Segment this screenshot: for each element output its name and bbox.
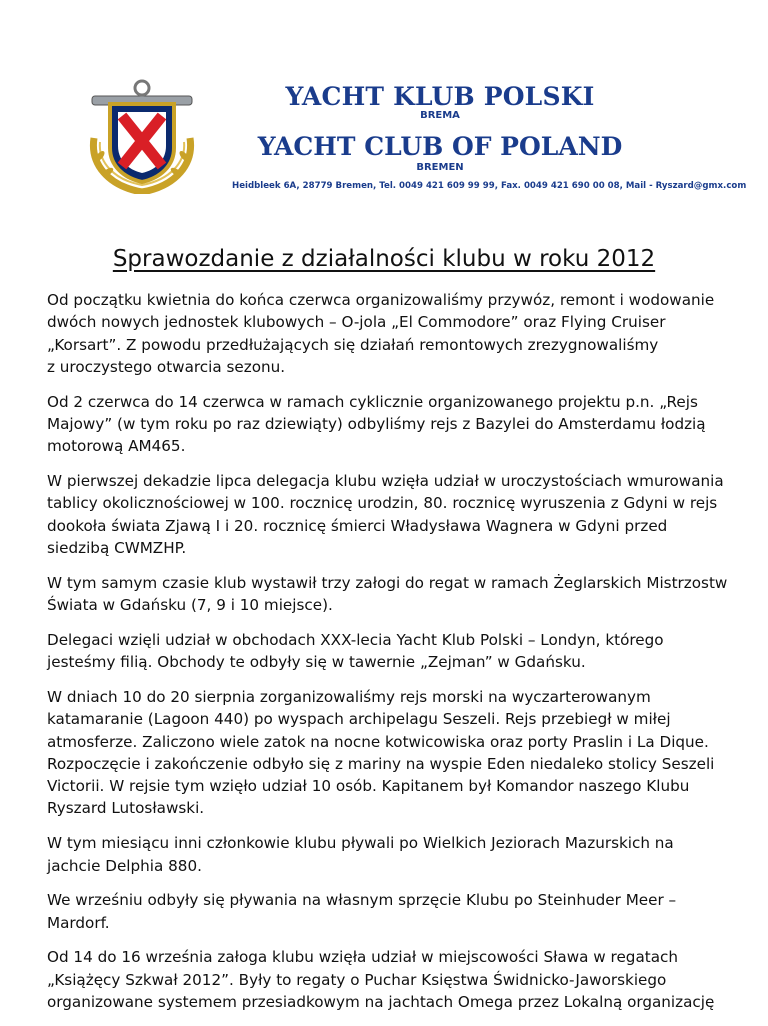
paragraph-line: „Książęcy Szkwał 2012”. Były to regaty o Puchar Księstwa Świdnicko-Jaworskiego (47, 970, 667, 989)
paragraph-line: Od 14 do 16 września załoga klubu wzięła udział w miejscowości Sława w regatach (47, 948, 678, 967)
paragraph-line: Od 2 czerwca do 14 czerwca w ramach cyklicznie organizowanego projektu p.n. „Rejs (47, 392, 698, 411)
paragraph-line: dwóch nowych jednostek klubowych – O-jola „El Commodore” oraz Flying Cruiser (47, 313, 666, 332)
document-title: Sprawozdanie z działalności klubu w roku 2012 (112, 246, 656, 272)
paragraph-line: tablicy okolicznościowej w 100. rocznicę urodzin, 80. rocznicę wyruszenia z Gdyni w rejs (47, 494, 718, 513)
paragraph-line: motorową AM465. (47, 437, 186, 456)
paragraph (47, 832, 727, 877)
paragraph-line: atmosferze. Zaliczono wiele zatok na nocne kotwicowiska oraz porty Praslin i La Dique. (47, 732, 709, 751)
paragraph-line: We wrześniu odbyły się pływania na własnym sprzęcie Klubu po Steinhuder Meer – (47, 891, 677, 910)
paragraph-line: Świata w Gdańsku (7, 9 i 10 miejsce). (47, 596, 333, 615)
paragraph-line: Od początku kwietnia do końca czerwca organizowaliśmy przywóz, remont i wodowanie (47, 291, 715, 309)
club-name-polish: YACHT KLUB POLSKI (285, 82, 595, 111)
paragraph (47, 391, 727, 458)
paragraph-line: Majowy” (w tym roku po raz dziewiąty) odbyliśmy rejs z Bazylei do Amsterdamu łodzią (47, 414, 706, 433)
paragraph-line: jachcie Delphia 880. (47, 856, 202, 875)
paragraph-line: „Korsart”. Z powodu przedłużających się działań remontowych zrezygnowaliśmy (47, 335, 659, 354)
paragraph-line: dookoła świata Zjawą I i 20. rocznicę śmierci Władysława Wagnera w Gdyni przed (47, 516, 668, 535)
contact-line: Heidbleek 6A, 28779 Bremen, Tel. 0049 421 609 99 99, Fax. 0049 421 690 00 08, Mail - Ryszard@gmx.com (232, 181, 747, 191)
paragraph (47, 572, 727, 617)
paragraph-line: z uroczystego otwarcia sezonu. (47, 357, 286, 376)
paragraph (47, 289, 727, 378)
paragraph-line: Ryszard Lutosławski. (47, 799, 205, 818)
document-body (47, 289, 727, 1026)
paragraph (47, 946, 727, 1013)
paragraph-line: organizowane systemem przesiadkowym na jachtach Omega przez Lokalną organizację (47, 993, 715, 1012)
paragraph-line: Rozpoczęcie i zakończenie odbyło się z mariny na wyspie Eden niedaleko stolicy Seszeli (47, 754, 715, 773)
paragraph-line: katamaranie (Lagoon 440) po wyspach archipelagu Seszeli. Rejs przebiegł w miłej (47, 710, 671, 729)
paragraph-line: W pierwszej dekadzie lipca delegacja klubu wzięła udział w uroczystościach wmurowania (47, 472, 724, 491)
paragraph (47, 629, 727, 674)
paragraph (47, 686, 727, 820)
paragraph-line: Delegaci wzięli udział w obchodach XXX-lecia Yacht Klub Polski – Londyn, którego (47, 630, 664, 649)
letterhead (68, 60, 747, 200)
paragraph-line: Victorii. W rejsie tym wzięło udział 10 osób. Kapitanem był Komandor naszego Klubu (47, 777, 690, 796)
paragraph-line: W tym samym czasie klub wystawił trzy załogi do regat w ramach Żeglarskich Mistrzostw (47, 573, 728, 592)
paragraph-line: W dniach 10 do 20 sierpnia zorganizowaliśmy rejs morski na wyczarterowanym (47, 687, 651, 706)
city-english: BREMEN (416, 162, 464, 173)
paragraph-line: jesteśmy filią. Obchody te odbyły się w tawernie „Zejman” w Gdańsku. (47, 653, 586, 672)
paragraph-line: W tym miesiącu inni członkowie klubu pływali po Wielkich Jeziorach Mazurskich na (47, 834, 674, 853)
paragraph-line: Mardorf. (47, 913, 110, 932)
club-name-english: YACHT CLUB OF POLAND (257, 132, 623, 161)
paragraph (47, 470, 727, 559)
paragraph-line: siedzibą CWMZHP. (47, 538, 187, 557)
city-polish: BREMA (420, 110, 460, 121)
paragraph (47, 889, 727, 934)
